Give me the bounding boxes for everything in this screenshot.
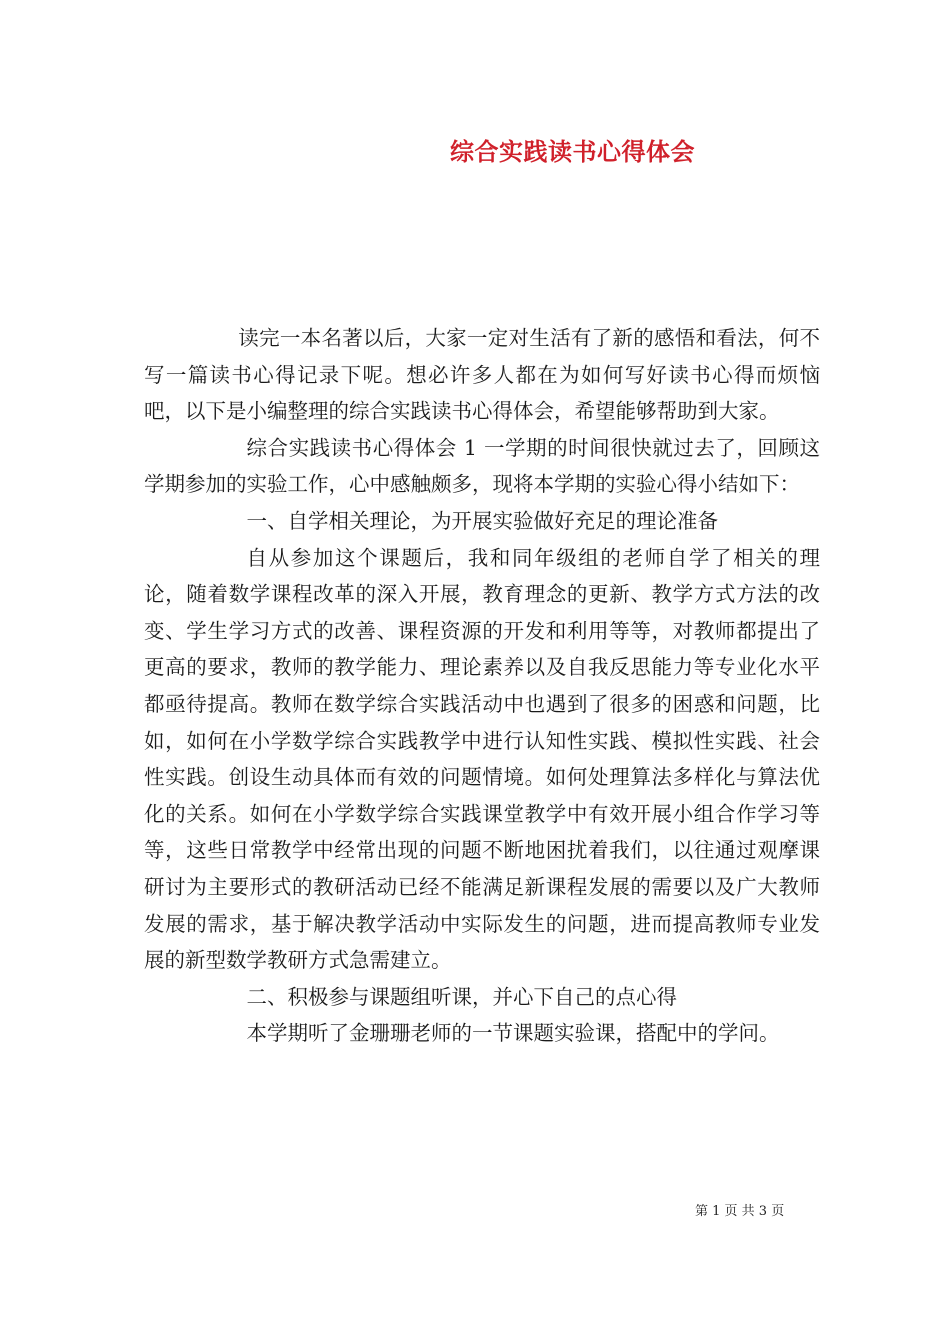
- paragraph-intro: 读完一本名著以后，大家一定对生活有了新的感悟和看法，何不写一篇读书心得记录下呢。想必许多人都在为如何写好读书心得而烦恼吧，以下是小编整理的综合实践读书心得体会，希望能够帮助到大家。: [144, 326, 820, 424]
- paragraph-opening: 综合实践读书心得体会 1 一学期的时间很快就过去了，回顾这学期参加的实验工作，心中感触颇多，现将本学期的实验心得小结如下：: [144, 435, 820, 497]
- paragraph-section-2: 本学期听了金珊珊老师的一节课题实验课，搭配中的学问。: [246, 1021, 780, 1046]
- document-title: 综合实践读书心得体会: [450, 137, 695, 166]
- document-body: [144, 320, 820, 1052]
- paragraph-section-1: 自从参加这个课题后，我和同年级组的老师自学了相关的理论，随着数学课程改革的深入开展，教育理念的更新、教学方式方法的改变、学生学习方式的改善、课程资源的开发和利用等等，对教师都提出了更高的要求，教师的教学能力、理论素养以及自我反思能力等专业化水平都亟待提高。教师在数学综合实践活动中也遇到了很多的困惑和问题，比如，如何在小学数学综合实践教学中进行认知性实践、模拟性实践、社会性实践。创设生动具体而有效的问题情境。如何处理算法多样化与算法优化的关系。如何在小学数学综合实践课堂教学中有效开展小组合作学习等等，这些日常教学中经常出现的问题不断地困扰着我们，以往通过观摩课研讨为主要形式的教研活动已经不能满足新课程发展的需要以及广大教师发展的需求，基于解决教学活动中实际发生的问题，进而提高教师专业发展的新型数学教研方式急需建立。: [144, 545, 820, 973]
- section-heading-2: 二、积极参与课题组听课，并心下自己的点心得: [246, 984, 677, 1009]
- section-heading-1: 一、自学相关理论，为开展实验做好充足的理论准备: [246, 508, 718, 533]
- page-number: 第 1 页 共 3 页: [695, 1204, 785, 1219]
